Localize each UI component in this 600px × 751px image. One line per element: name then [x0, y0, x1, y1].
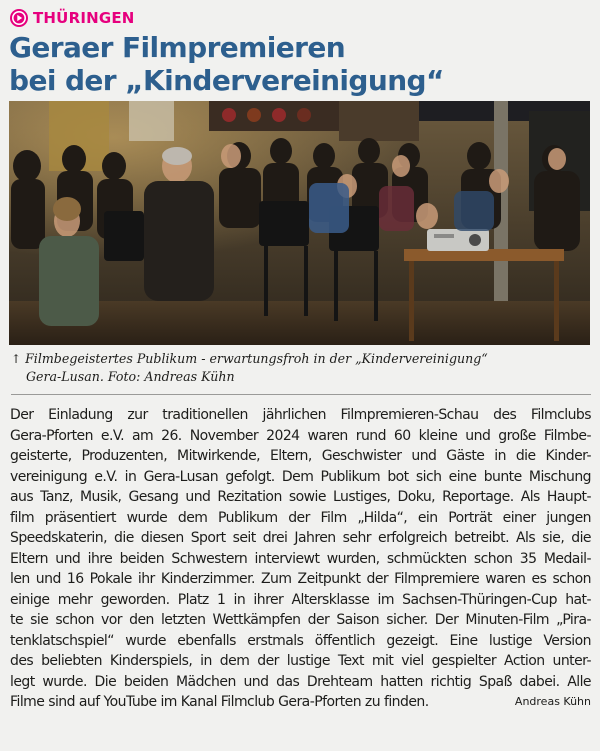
play-circle-icon [10, 9, 28, 27]
body-line: des beliebten Kinderspiels, in dem der lustige Text mit viel gespielter Action unter- [10, 653, 591, 669]
body-last-line [10, 692, 591, 713]
audience-photo-illustration [9, 101, 590, 345]
body-line: Der Einladung zur traditionellen jährlichen Filmpremieren-Schau des Filmclubs [10, 407, 591, 423]
body-line: len und 16 Pokale ihr Kinderzimmer. Zum Zeitpunkt der Filmpremiere waren es schon [10, 571, 591, 587]
region-header [10, 9, 135, 27]
caption-divider [11, 394, 591, 395]
body-line: Speedskaterin, die diesen Sport seit drei Jahren sehr erfolgreich betreibt. Als sie, die [10, 530, 591, 546]
body-line: legt wurde. Die beiden Mädchen und das Drehteam hatten richtig Spaß dabei. Alle [10, 673, 591, 690]
body-line: aus Tanz, Musik, Gesang und Rezitation sowie Lustiges, Doku, Reportage. Als Haupt- [10, 489, 591, 505]
caption-line-1: Filmbegeistertes Publikum - erwartungsfroh in der „Kindervereinigung“ [25, 351, 488, 366]
body-line-final: Filme sind auf YouTube im Kanal Filmclub Gera-Pforten zu finden. [10, 694, 429, 710]
author-credit: Andreas Kühn [514, 695, 591, 708]
body-line: vereinigung e.V. in Gera-Lusan gefolgt. Dem Publikum bot sich eine bunte Mischung [10, 468, 591, 485]
headline-line-1: Geraer Filmpremieren [9, 31, 346, 64]
headline [9, 31, 589, 97]
body-line: film präsentiert wurde dem Publikum der Film „Hilda“, ein Porträt einer jungen [10, 509, 591, 526]
headline-line-2: bei der „Kindervereinigung“ [9, 64, 444, 97]
body-line: Eltern und ihre beiden Schwestern interviewt wurden, schmückten schon 35 Medail- [10, 550, 591, 567]
body-line: Gera-Pforten e.V. am 26. November 2024 waren rund 60 kleine und große Filmbe- [10, 427, 591, 444]
body-line: einige mehr geworden. Platz 1 in ihrer Altersklasse im Sachsen-Thüringen-Cup hat- [10, 591, 591, 608]
region-label: THÜRINGEN [33, 9, 135, 27]
caption-line-2: Gera-Lusan. Foto: Andreas Kühn [26, 369, 235, 384]
photo-caption [11, 350, 591, 385]
caption-arrow-icon: ↑ [11, 352, 22, 366]
body-line: geisterte, Produzenten, Mitwirkende, Eltern, Geschwister und Gäste in die Kinder- [10, 448, 591, 464]
audience-photo [9, 101, 590, 345]
article-body [10, 405, 591, 713]
body-line: tenklatschspiel“ wurde ebenfalls erstmals öffentlich gezeigt. Eine lustige Version [10, 632, 591, 649]
body-line: te sie schon vor den letzten Wettkämpfen der Saison sicher. Der Minuten-Film „Pira- [10, 612, 591, 628]
